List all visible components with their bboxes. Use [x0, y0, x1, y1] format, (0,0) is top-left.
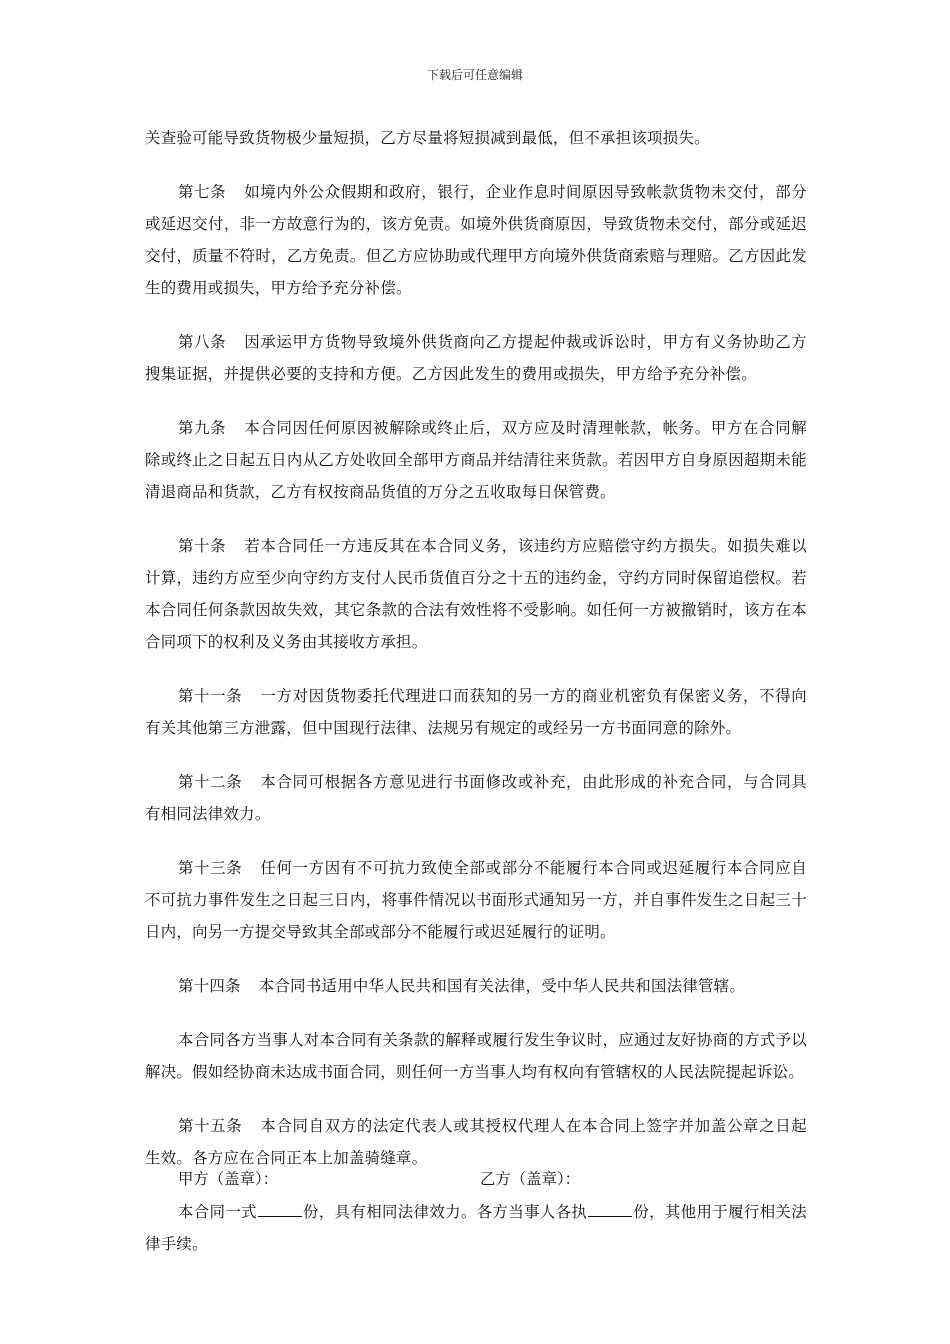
clause-7	[145, 176, 807, 304]
copies-text-3: 份，其他用于履行相关法律手续。	[145, 1203, 807, 1253]
clause-number: 第八条	[178, 333, 227, 351]
clause-text: 本合同可根据各方意见进行书面修改或补充，由此形成的补充合同，与合同具有相同法律效力。	[145, 773, 807, 823]
clause-text: 因承运甲方货物导致境外供货商向乙方提起仲裁或诉讼时，甲方有义务协助乙方搜集证据，并提供必要的支持和方便。乙方因此发生的费用或损失，甲方给予充分补偿。	[145, 333, 807, 383]
clause-text: 一方对因货物委托代理进口而获知的另一方的商业机密负有保密义务，不得向有关其他第三方泄露，但中国现行法律、法规另有规定的或经另一方书面同意的除外。	[145, 687, 807, 737]
clause-14	[145, 970, 807, 1002]
clause-12	[145, 766, 807, 830]
paragraph-continuation	[145, 122, 807, 154]
clause-number: 第十三条	[178, 859, 243, 877]
clause-text: 任何一方因有不可抗力致使全部或部分不能履行本合同或迟延履行本合同应自不可抗力事件发生之日起三日内，将事件情况以书面形式通知另一方，并自事件发生之日起三十日内，向另一方提交导致其全部或部分不能履行或迟延履行的证明。	[145, 859, 807, 941]
copies-clause	[145, 1196, 807, 1260]
copies-blank-total[interactable]	[258, 1202, 302, 1217]
clause-13	[145, 852, 807, 948]
clause-number: 第十条	[178, 537, 227, 555]
contract-body	[145, 122, 807, 1282]
clause-8	[145, 326, 807, 390]
page-header-note: 下载后可任意编辑	[426, 68, 523, 82]
clause-text: 如境内外公众假期和政府，银行，企业作息时间原因导致帐款货物未交付，部分或延迟交付，非一方故意行为的，该方免责。如境外供货商原因，导致货物未交付，部分或延迟交付，质量不符时，乙方免责。但乙方应协助或代理甲方向境外供货商索赔与理赔。乙方因此发生的费用或损失，甲方给予充分补偿。	[145, 183, 807, 297]
copies-text-2: 份，具有相同法律效力。各方当事人各执	[302, 1203, 588, 1221]
copies-text-1: 本合同一式	[178, 1203, 257, 1221]
party-b-seal-label: 乙方（盖章）：	[480, 1170, 581, 1188]
clause-number: 第十一条	[178, 687, 243, 705]
paragraph-text: 关查验可能导致货物极少量短损，乙方尽量将短损减到最低，但不承担该项损失。	[145, 129, 710, 147]
clause-text: 本合同书适用中华人民共和国有关法律，受中华人民共和国法律管辖。	[258, 977, 746, 995]
clause-number: 第十四条	[178, 977, 241, 995]
party-a-seal-label: 甲方（盖章）：	[178, 1170, 279, 1188]
clause-14-dispute	[145, 1024, 807, 1088]
clause-9	[145, 412, 807, 508]
clause-text: 本合同各方当事人对本合同有关条款的解释或履行发生争议时，应通过友好协商的方式予以解决。假如经协商未达成书面合同，则任何一方当事人均有权向有管辖权的人民法院提起诉讼。	[145, 1031, 807, 1081]
clause-10	[145, 530, 807, 658]
clause-text: 本合同自双方的法定代表人或其授权代理人在本合同上签字并加盖公章之日起生效。各方应在合同正本上加盖骑缝章。	[145, 1117, 807, 1167]
copies-blank-each[interactable]	[588, 1202, 632, 1217]
clause-number: 第十二条	[178, 773, 243, 791]
clause-number: 第九条	[178, 419, 227, 437]
clause-11	[145, 680, 807, 744]
clause-number: 第十五条	[178, 1117, 243, 1135]
clause-number: 第七条	[178, 183, 227, 201]
clause-text: 本合同因任何原因被解除或终止后，双方应及时清理帐款，帐务。甲方在合同解除或终止之日起五日内从乙方处收回全部甲方商品并结清往来货款。若因甲方自身原因超期未能清退商品和货款，乙方有权按商品货值的万分之五收取每日保管费。	[145, 419, 807, 501]
clause-text: 若本合同任一方违反其在本合同义务，该违约方应赔偿守约方损失。如损失难以计算，违约方应至少向守约方支付人民币货值百分之十五的违约金，守约方同时保留追偿权。若本合同任何条款因故失效，其它条款的合法有效性将不受影响。如任何一方被撤销时，该方在本合同项下的权利及义务由其接收方承担。	[145, 537, 807, 651]
